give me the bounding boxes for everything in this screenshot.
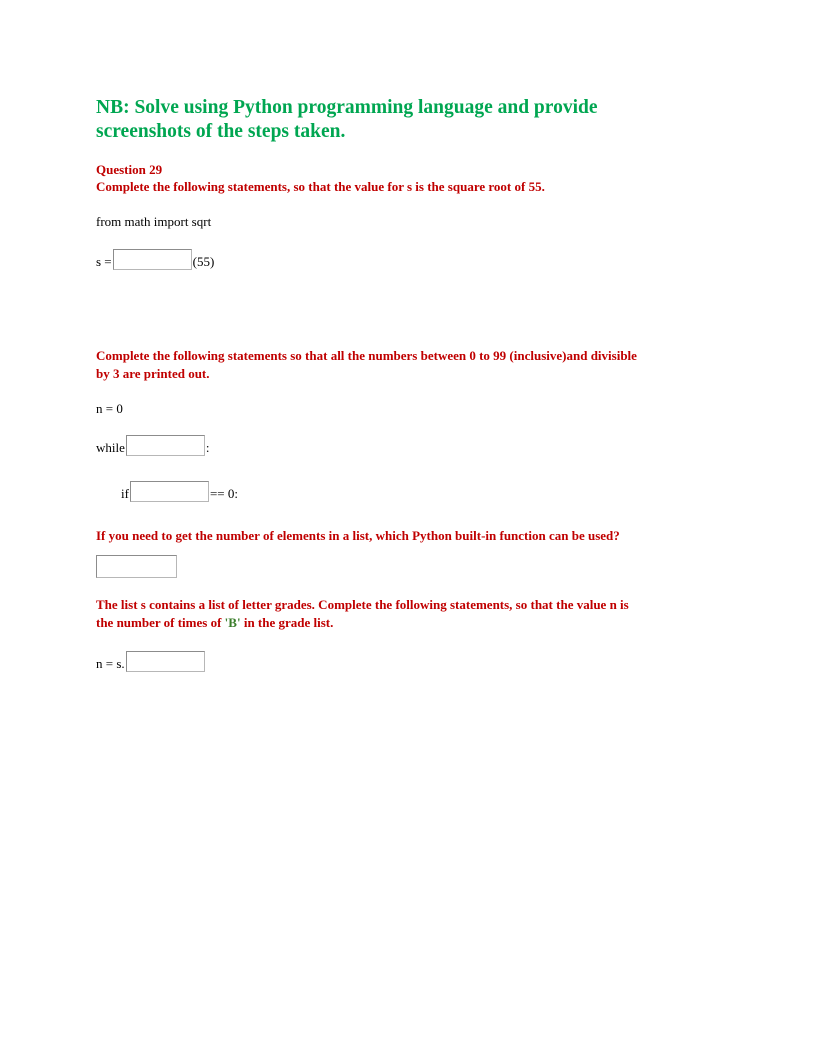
q1-code-prefix: s = <box>96 254 112 269</box>
while-colon: : <box>205 440 210 455</box>
title-line-2: screenshots of the steps taken. <box>96 121 346 142</box>
q3-answer-input[interactable] <box>96 555 177 578</box>
q4-prompt-before: the number of times of <box>96 615 225 630</box>
q1-code-suffix: (55) <box>192 254 215 269</box>
q4-code-prefix: n = s. <box>96 656 125 671</box>
q4-prompt-grade-b: 'B' <box>224 615 241 630</box>
while-code-line <box>96 435 210 456</box>
title-line-1: NB: Solve using Python programming language and provide <box>96 97 598 118</box>
question-3-prompt: If you need to get the number of elements in a list, which Python built-in function can be used? <box>96 528 620 543</box>
q3-answer-wrapper <box>96 555 177 578</box>
if-suffix: == 0: <box>209 486 238 501</box>
code-n-init: n = 0 <box>96 401 123 416</box>
question-4-prompt-line-2 <box>96 614 333 632</box>
q4-answer-input[interactable] <box>126 651 205 672</box>
question-1-prompt: Complete the following statements, so that the value for s is the square root of 55. <box>96 179 545 194</box>
if-code-line <box>121 481 238 502</box>
q1-answer-input[interactable] <box>113 249 192 270</box>
q4-code-line <box>96 651 206 672</box>
question-2-prompt-line-1: Complete the following statements so that all the numbers between 0 to 99 (inclusive)and divisible <box>96 348 637 363</box>
question-2-prompt-line-2: by 3 are printed out. <box>96 366 210 381</box>
while-condition-input[interactable] <box>126 435 205 456</box>
if-keyword: if <box>121 486 129 501</box>
if-condition-input[interactable] <box>130 481 209 502</box>
question-number: Question 29 <box>96 162 163 177</box>
code-import-line: from math import sqrt <box>96 214 212 229</box>
while-keyword: while <box>96 440 125 455</box>
question-4-prompt-line-1: The list s contains a list of letter grades. Complete the following statements, so that the value n is <box>96 597 629 612</box>
q1-code-line <box>96 249 214 270</box>
page-title <box>96 96 696 144</box>
q4-prompt-after: in the grade list. <box>240 615 334 630</box>
